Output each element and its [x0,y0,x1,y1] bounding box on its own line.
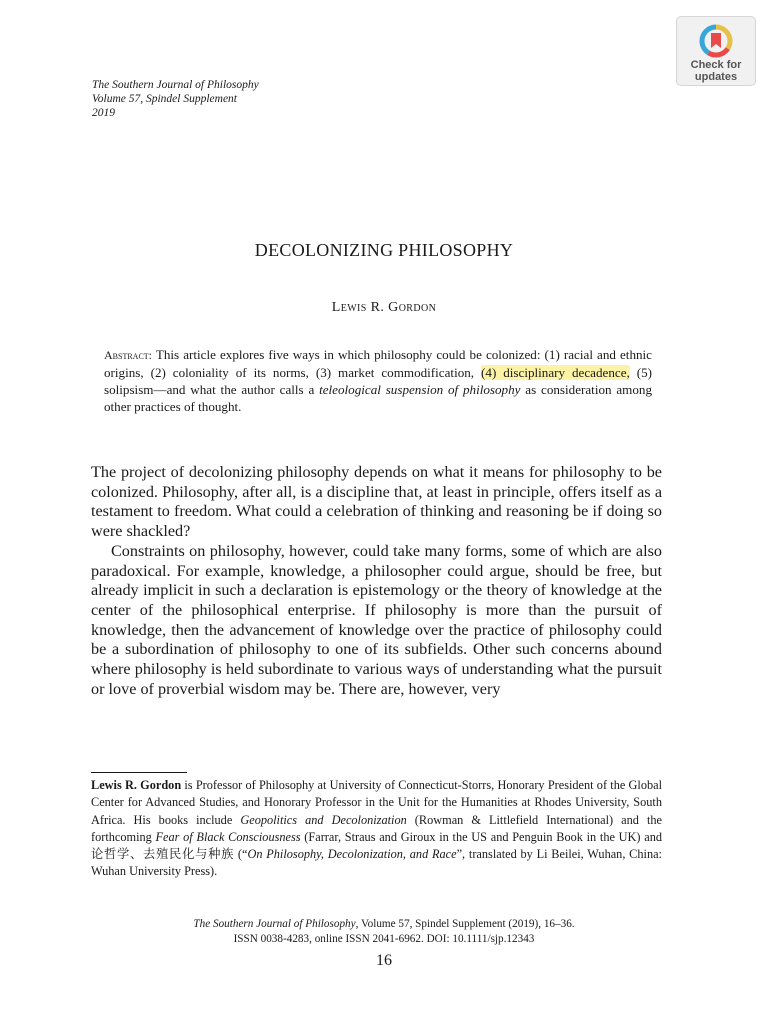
abstract-label: Abstract: [104,348,153,362]
abstract-text-3: as consideration among other practices of thought. [104,382,652,414]
footnote-rule [91,772,187,773]
badge-label-2: updates [694,71,738,83]
footer-issn: ISSN 0038-4283, online ISSN 2041-6962. DOI: 10.1111/sjp.12343 [233,932,535,945]
footnote-author-name: Lewis R. Gordon [91,778,182,792]
body-paragraph-1: The project of decolonizing philosophy depends on what it means for philosophy to be colonized. Philosophy, after all, is a discipline that, at least in principle, offers itself as a testament to freedom. What could a celebration of thinking and reasoning be if doing so were shackled? [91,463,662,541]
journal-name: The Southern Journal of Philosophy [92,79,259,91]
footnote-text-3: (Farrar, Straus and Giroux in the US and Penguin Book in the UK) and 论哲学、去殖民化与种族 (“ [91,829,662,862]
check-for-updates-icon [698,23,734,59]
page-footer [0,917,768,946]
footnote-book-3: On Philosophy, Decolonization, and Race [247,847,457,862]
journal-volume: Volume 57, Spindel Supplement [92,93,238,105]
footer-volume: , Volume 57, Spindel Supplement (2019), 16–36. [355,918,575,930]
footnote-book-1: Geopolitics and Decolonization [240,812,407,827]
article-author: Lewis R. Gordon [331,300,437,315]
check-for-updates-badge[interactable] [676,16,756,86]
journal-year: 2019 [92,107,115,119]
journal-header [92,78,259,120]
abstract-text-1: This article explores five ways in which philosophy could be colonized: (1) racial and ethnic origins, (2) coloniality of its norms, (3) market commodification, [104,347,652,380]
abstract-text-2: (5) solipsism—and what the author calls a [104,365,653,397]
footnote-text-4: ”, translated by Li Beilei, Wuhan, China: Wuhan University Press). [91,847,662,879]
footnote-text-1: is Professor of Philosophy at University of Connecticut-Storrs, Honorary President of the Global Center for Advanced Studies, and Honorary Professor in the Unit for the Humanities at Rhodes University, South Africa. His books include [91,778,663,827]
badge-label-1: Check for [690,59,742,71]
body-text [91,463,662,699]
author-footnote [91,777,662,881]
abstract-highlight[interactable]: (4) disciplinary decadence, [481,365,630,380]
footnote-book-2: Fear of Black Consciousness [155,829,301,844]
body-paragraph-2: Constraints on philosophy, however, could take many forms, some of which are also paradoxical. For example, knowledge, a philosopher could argue, should be free, but already implicit in such a declaration is epistemology or the theory of knowledge at the center of the philosophical enterprise. If philosophy is more than the pursuit of knowledge, then the advancement of knowledge over the practice of philosophy could be a subordination of philosophy to one of its subfields. Other such concerns abound where philosophy is held subordinate to various ways of understanding what the pursuit or love of proverbial wisdom may be. There are, however, very [91,541,662,698]
footnote-text-2: (Rowman & Littlefield International) and the forthcoming [91,812,662,844]
footer-citation [0,917,768,932]
abstract-italic-term: teleological suspension of philosophy [319,382,521,397]
abstract [104,346,652,415]
footer-journal: The Southern Journal of Philosophy [193,918,356,930]
page-number: 16 [376,952,392,969]
article-title: DECOLONIZING PHILOSOPHY [254,240,514,260]
